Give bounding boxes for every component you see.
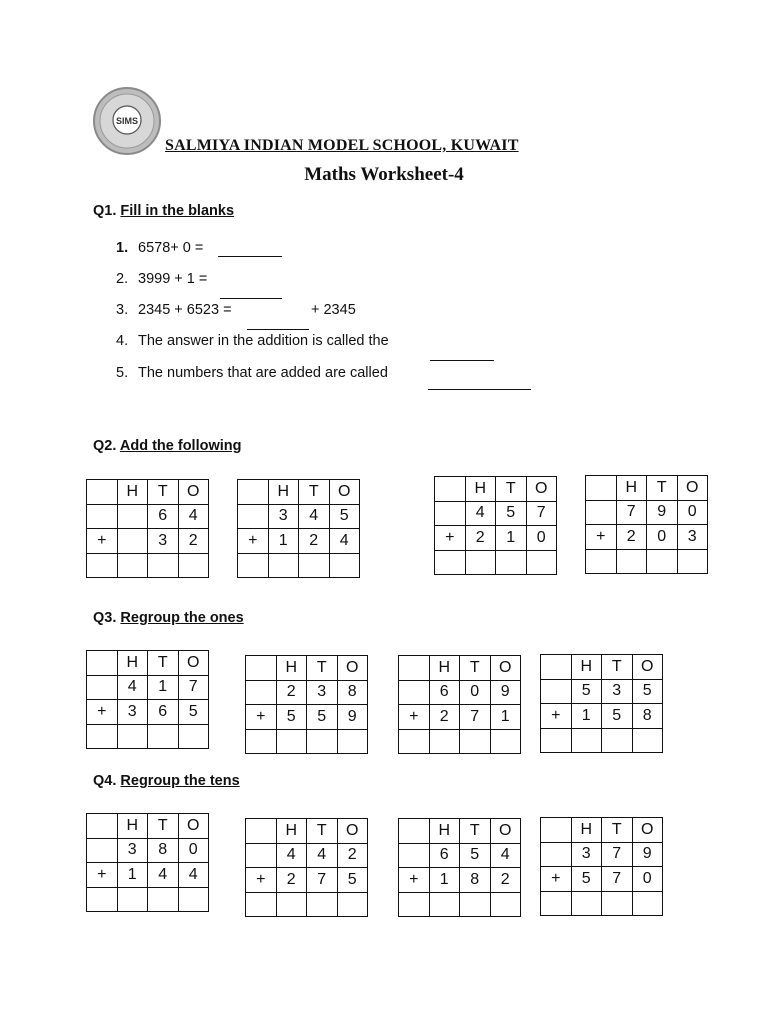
answer-cell[interactable]	[429, 892, 460, 917]
grid-row	[238, 553, 360, 578]
digit-cell: 9	[490, 680, 521, 705]
grid-row	[586, 525, 708, 550]
place-value-header-cell: H	[571, 818, 602, 843]
grid-row	[435, 501, 557, 526]
answer-cell[interactable]	[571, 728, 602, 753]
q3-number: Q3.	[93, 610, 117, 626]
grid-row	[541, 891, 663, 916]
digit-cell: 3	[677, 525, 708, 550]
grid-header-row	[541, 655, 663, 680]
digit-cell: 4	[465, 501, 496, 526]
place-value-header-cell: O	[526, 477, 557, 502]
digit-cell: 1	[429, 868, 460, 893]
grid-row	[435, 550, 557, 575]
q1-item-text: 3999 + 1 =	[138, 271, 208, 287]
digit-cell: 6	[429, 843, 460, 868]
grid-row	[87, 504, 209, 529]
q1-item-4	[116, 333, 389, 349]
digit-cell	[87, 675, 118, 700]
grid-row	[246, 729, 368, 754]
place-value-header-cell: H	[465, 477, 496, 502]
answer-cell[interactable]	[460, 729, 491, 754]
place-value-header-cell	[399, 656, 430, 681]
place-value-header-cell: T	[148, 814, 179, 839]
q4-grid-4	[540, 817, 663, 916]
digit-cell: 2	[337, 843, 368, 868]
answer-cell[interactable]	[87, 724, 118, 749]
q1-item-number: 5.	[116, 365, 129, 381]
digit-cell: 4	[299, 504, 330, 529]
answer-cell[interactable]	[460, 892, 491, 917]
digit-cell	[246, 843, 277, 868]
q1-blank-3[interactable]	[247, 329, 309, 330]
digit-cell: 0	[677, 500, 708, 525]
grid-header-row	[87, 814, 209, 839]
digit-cell: 4	[178, 863, 209, 888]
digit-cell: +	[586, 525, 617, 550]
grid-row	[399, 680, 521, 705]
grid-row	[541, 704, 663, 729]
answer-cell[interactable]	[178, 724, 209, 749]
answer-cell[interactable]	[117, 724, 148, 749]
q2-grid-1	[86, 479, 209, 578]
answer-cell[interactable]	[602, 728, 633, 753]
q1-item-text: The numbers that are added are called	[138, 365, 388, 381]
grid-header-row	[541, 818, 663, 843]
place-value-header-cell: O	[632, 655, 663, 680]
place-value-header-cell: O	[178, 814, 209, 839]
digit-cell: 5	[460, 843, 491, 868]
answer-cell[interactable]	[337, 892, 368, 917]
place-value-header-cell: O	[329, 480, 360, 505]
digit-cell: 2	[465, 526, 496, 551]
digit-cell: 5	[602, 704, 633, 729]
digit-cell: 6	[148, 504, 179, 529]
grid-row	[246, 680, 368, 705]
answer-cell[interactable]	[87, 887, 118, 912]
place-value-header-cell: T	[148, 651, 179, 676]
place-value-header-cell	[87, 651, 118, 676]
answer-cell[interactable]	[178, 887, 209, 912]
place-value-header-cell: O	[337, 656, 368, 681]
digit-cell: 2	[490, 868, 521, 893]
digit-cell: 4	[148, 863, 179, 888]
grid-row	[541, 679, 663, 704]
answer-cell[interactable]	[429, 729, 460, 754]
digit-cell: 1	[268, 529, 299, 554]
place-value-header-cell	[87, 814, 118, 839]
place-value-header-cell: T	[602, 655, 633, 680]
digit-cell: 9	[632, 842, 663, 867]
digit-cell: 4	[117, 675, 148, 700]
digit-cell: 1	[117, 863, 148, 888]
grid-row	[87, 724, 209, 749]
answer-cell[interactable]	[307, 729, 338, 754]
q3-title: Regroup the ones	[120, 610, 244, 626]
answer-cell[interactable]	[632, 728, 663, 753]
place-value-header-cell: H	[571, 655, 602, 680]
digit-cell	[586, 500, 617, 525]
digit-cell: 5	[571, 679, 602, 704]
digit-cell	[87, 838, 118, 863]
answer-cell[interactable]	[117, 887, 148, 912]
answer-cell[interactable]	[490, 729, 521, 754]
grid-row	[87, 863, 209, 888]
digit-cell	[399, 843, 430, 868]
place-value-header-cell	[238, 480, 269, 505]
answer-cell[interactable]	[299, 553, 330, 578]
place-value-header-cell: T	[307, 656, 338, 681]
answer-cell[interactable]	[616, 549, 647, 574]
school-logo	[92, 86, 162, 156]
grid-row	[541, 728, 663, 753]
digit-cell: 3	[307, 680, 338, 705]
q2-grid-4	[585, 475, 708, 574]
grid-row	[399, 729, 521, 754]
answer-cell[interactable]	[586, 549, 617, 574]
place-value-header-cell: T	[496, 477, 527, 502]
q1-item-number: 4.	[116, 333, 129, 349]
q1-blank-2[interactable]	[220, 298, 282, 299]
q1-item-2	[116, 271, 207, 287]
digit-cell: 4	[490, 843, 521, 868]
digit-cell: 7	[602, 867, 633, 892]
answer-cell[interactable]	[647, 549, 678, 574]
grid-header-row	[87, 651, 209, 676]
place-value-header-cell: O	[337, 819, 368, 844]
q1-item-number: 3.	[116, 302, 129, 318]
digit-cell: 8	[460, 868, 491, 893]
digit-cell: 3	[571, 842, 602, 867]
q1-item-text: 2345 + 6523 =	[138, 302, 232, 318]
q1-number: Q1.	[93, 203, 117, 219]
place-value-header-cell: H	[117, 814, 148, 839]
logo-text: SIMS	[115, 116, 139, 126]
grid-row	[87, 553, 209, 578]
q1-blank-5[interactable]	[428, 389, 531, 390]
place-value-header-cell	[435, 477, 466, 502]
answer-cell[interactable]	[677, 549, 708, 574]
q1-item-1	[116, 240, 203, 256]
q1-item-3	[116, 302, 232, 318]
place-value-header-cell: O	[632, 818, 663, 843]
digit-cell: 8	[148, 838, 179, 863]
digit-cell: 2	[178, 529, 209, 554]
place-value-header-cell: O	[677, 476, 708, 501]
digit-cell: 4	[178, 504, 209, 529]
place-value-header-cell: H	[276, 656, 307, 681]
q2-grid-2	[237, 479, 360, 578]
digit-cell: 3	[268, 504, 299, 529]
answer-cell[interactable]	[117, 553, 148, 578]
digit-cell	[541, 679, 572, 704]
answer-cell[interactable]	[246, 892, 277, 917]
grid-header-row	[246, 656, 368, 681]
place-value-header-cell	[87, 480, 118, 505]
digit-cell: 3	[117, 700, 148, 725]
digit-cell: 4	[276, 843, 307, 868]
grid-row	[541, 867, 663, 892]
q1-title: Fill in the blanks	[120, 203, 235, 219]
place-value-header-cell: H	[117, 480, 148, 505]
place-value-header-cell	[541, 818, 572, 843]
q4-title: Regroup the tens	[120, 773, 240, 789]
digit-cell	[117, 504, 148, 529]
digit-cell: 0	[632, 867, 663, 892]
grid-row	[246, 892, 368, 917]
grid-row	[87, 887, 209, 912]
grid-header-row	[87, 480, 209, 505]
answer-cell[interactable]	[399, 729, 430, 754]
grid-row	[246, 868, 368, 893]
q1-item-number: 1.	[116, 240, 129, 256]
answer-cell[interactable]	[541, 891, 572, 916]
answer-cell[interactable]	[276, 892, 307, 917]
place-value-header-cell	[246, 819, 277, 844]
digit-cell: 5	[632, 679, 663, 704]
digit-cell: 1	[571, 704, 602, 729]
digit-cell: 9	[337, 705, 368, 730]
digit-cell: +	[87, 529, 118, 554]
digit-cell: 2	[429, 705, 460, 730]
place-value-header-cell: H	[117, 651, 148, 676]
digit-cell: 0	[526, 526, 557, 551]
place-value-header-cell: H	[429, 656, 460, 681]
digit-cell: 2	[276, 868, 307, 893]
q1-item-number: 2.	[116, 271, 129, 287]
answer-cell[interactable]	[268, 553, 299, 578]
grid-row	[586, 549, 708, 574]
digit-cell: 7	[460, 705, 491, 730]
q1-item-3-tail: + 2345	[311, 302, 356, 318]
q3-grid-1	[86, 650, 209, 749]
digit-cell: 5	[329, 504, 360, 529]
answer-cell[interactable]	[490, 892, 521, 917]
worksheet-title: Maths Worksheet-4	[304, 164, 464, 185]
grid-header-row	[246, 819, 368, 844]
place-value-header-cell: O	[490, 656, 521, 681]
q4-grid-3	[398, 818, 521, 917]
digit-cell: 7	[178, 675, 209, 700]
q2-heading	[93, 438, 242, 454]
digit-cell: 5	[178, 700, 209, 725]
grid-row	[399, 868, 521, 893]
answer-cell[interactable]	[399, 892, 430, 917]
grid-header-row	[435, 477, 557, 502]
q1-blank-4[interactable]	[430, 360, 494, 361]
digit-cell: 1	[490, 705, 521, 730]
answer-cell[interactable]	[435, 550, 466, 575]
place-value-header-cell: O	[490, 819, 521, 844]
q2-grid-3	[434, 476, 557, 575]
digit-cell: 2	[299, 529, 330, 554]
digit-cell: 7	[307, 868, 338, 893]
place-value-header-cell: T	[647, 476, 678, 501]
q3-grid-3	[398, 655, 521, 754]
place-value-header-cell: T	[307, 819, 338, 844]
answer-cell[interactable]	[465, 550, 496, 575]
answer-cell[interactable]	[238, 553, 269, 578]
digit-cell: +	[238, 529, 269, 554]
grid-row	[399, 705, 521, 730]
place-value-header-cell: O	[178, 480, 209, 505]
grid-row	[246, 843, 368, 868]
place-value-header-cell: O	[178, 651, 209, 676]
digit-cell: +	[87, 863, 118, 888]
digit-cell: 4	[329, 529, 360, 554]
digit-cell	[87, 504, 118, 529]
digit-cell: +	[399, 868, 430, 893]
q3-grid-2	[245, 655, 368, 754]
place-value-header-cell	[586, 476, 617, 501]
answer-cell[interactable]	[276, 729, 307, 754]
digit-cell: 9	[647, 500, 678, 525]
digit-cell: 3	[148, 529, 179, 554]
digit-cell: 2	[276, 680, 307, 705]
digit-cell: 2	[616, 525, 647, 550]
digit-cell: 5	[571, 867, 602, 892]
place-value-header-cell: H	[276, 819, 307, 844]
q4-heading	[93, 773, 240, 789]
place-value-header-cell: T	[460, 819, 491, 844]
place-value-header-cell: T	[299, 480, 330, 505]
answer-cell[interactable]	[307, 892, 338, 917]
digit-cell: 7	[602, 842, 633, 867]
place-value-header-cell: T	[602, 818, 633, 843]
digit-cell: 3	[117, 838, 148, 863]
place-value-header-cell: H	[268, 480, 299, 505]
answer-cell[interactable]	[246, 729, 277, 754]
grid-row	[246, 705, 368, 730]
digit-cell: +	[435, 526, 466, 551]
q1-item-5	[116, 365, 388, 381]
digit-cell: +	[541, 867, 572, 892]
q4-grid-1	[86, 813, 209, 912]
digit-cell: 1	[148, 675, 179, 700]
digit-cell: 5	[337, 868, 368, 893]
grid-header-row	[586, 476, 708, 501]
digit-cell	[117, 529, 148, 554]
digit-cell: 1	[496, 526, 527, 551]
answer-cell[interactable]	[337, 729, 368, 754]
q1-heading	[93, 203, 234, 219]
q4-grid-2	[245, 818, 368, 917]
place-value-header-cell	[399, 819, 430, 844]
digit-cell: 7	[616, 500, 647, 525]
digit-cell: 6	[429, 680, 460, 705]
place-value-header-cell: T	[460, 656, 491, 681]
q1-blank-1[interactable]	[218, 256, 282, 257]
answer-cell[interactable]	[329, 553, 360, 578]
place-value-header-cell: T	[148, 480, 179, 505]
grid-row	[238, 529, 360, 554]
digit-cell: 5	[496, 501, 527, 526]
answer-cell[interactable]	[148, 724, 179, 749]
answer-cell[interactable]	[602, 891, 633, 916]
digit-cell: 5	[307, 705, 338, 730]
grid-row	[541, 842, 663, 867]
digit-cell	[435, 501, 466, 526]
grid-row	[399, 843, 521, 868]
digit-cell: +	[246, 705, 277, 730]
answer-cell[interactable]	[496, 550, 527, 575]
digit-cell: 8	[337, 680, 368, 705]
answer-cell[interactable]	[148, 553, 179, 578]
digit-cell	[541, 842, 572, 867]
grid-header-row	[399, 819, 521, 844]
place-value-header-cell	[541, 655, 572, 680]
q1-item-text: 6578+ 0 =	[138, 240, 204, 256]
digit-cell: 5	[276, 705, 307, 730]
grid-header-row	[399, 656, 521, 681]
answer-cell[interactable]	[541, 728, 572, 753]
digit-cell: 0	[647, 525, 678, 550]
answer-cell[interactable]	[178, 553, 209, 578]
answer-cell[interactable]	[87, 553, 118, 578]
q2-title: Add the following	[119, 438, 242, 454]
grid-row	[435, 526, 557, 551]
q3-grid-4	[540, 654, 663, 753]
digit-cell: 0	[178, 838, 209, 863]
answer-cell[interactable]	[632, 891, 663, 916]
q2-number: Q2.	[93, 438, 117, 454]
digit-cell: 6	[148, 700, 179, 725]
q4-number: Q4.	[93, 773, 117, 789]
grid-header-row	[238, 480, 360, 505]
school-name: SALMIYA INDIAN MODEL SCHOOL, KUWAIT	[165, 137, 519, 154]
place-value-header-cell: H	[616, 476, 647, 501]
digit-cell	[246, 680, 277, 705]
answer-cell[interactable]	[571, 891, 602, 916]
digit-cell: +	[399, 705, 430, 730]
grid-row	[87, 675, 209, 700]
q3-heading	[93, 610, 244, 626]
grid-row	[87, 529, 209, 554]
q1-item-text: The answer in the addition is called the	[138, 333, 389, 349]
digit-cell	[399, 680, 430, 705]
digit-cell: 4	[307, 843, 338, 868]
place-value-header-cell: H	[429, 819, 460, 844]
digit-cell: +	[87, 700, 118, 725]
digit-cell: +	[541, 704, 572, 729]
digit-cell: +	[246, 868, 277, 893]
grid-row	[87, 838, 209, 863]
digit-cell: 3	[602, 679, 633, 704]
digit-cell: 0	[460, 680, 491, 705]
digit-cell: 8	[632, 704, 663, 729]
digit-cell: 7	[526, 501, 557, 526]
grid-row	[238, 504, 360, 529]
grid-row	[586, 500, 708, 525]
answer-cell[interactable]	[526, 550, 557, 575]
place-value-header-cell	[246, 656, 277, 681]
answer-cell[interactable]	[148, 887, 179, 912]
grid-row	[399, 892, 521, 917]
digit-cell	[238, 504, 269, 529]
grid-row	[87, 700, 209, 725]
